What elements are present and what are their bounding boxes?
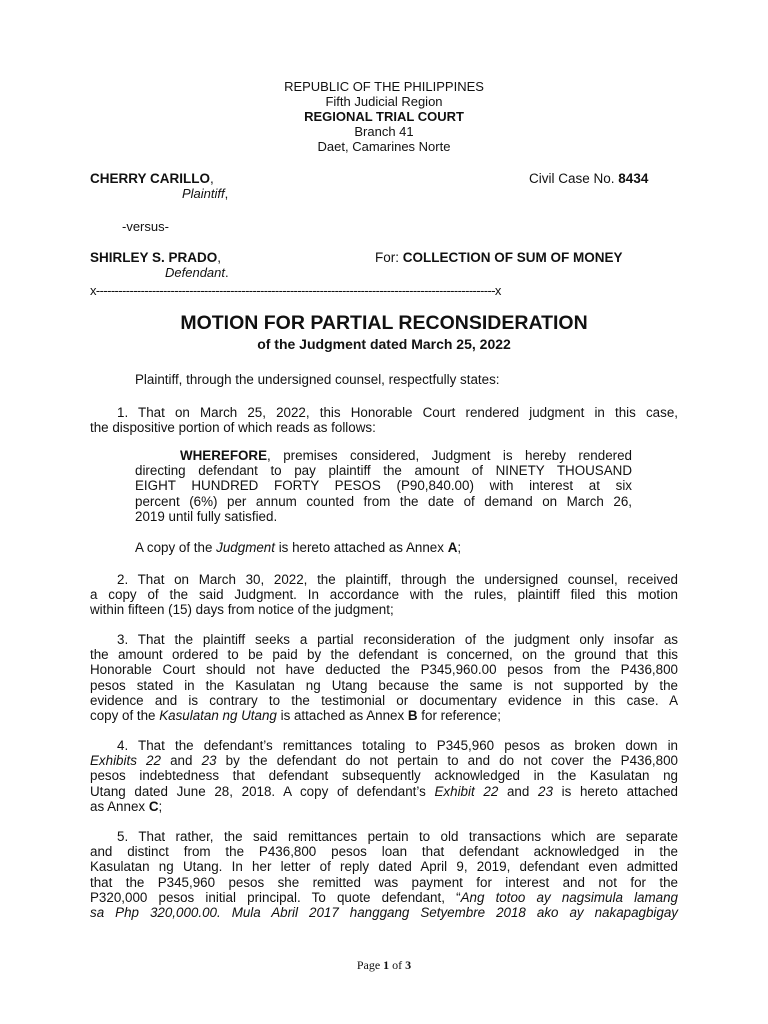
paragraph-3-line-3: Honorable Court should not have deducted the P345,960.00 pesos from the P436,800	[90, 662, 678, 678]
paragraph-3-line-4: pesos stated in the Kasulatan ng Utang because the same is not supported by the	[90, 677, 678, 693]
quote-line-2: directing defendant to pay plaintiff the amount of NINETY THOUSAND	[135, 463, 632, 479]
defendant-role: Defendant	[165, 265, 225, 280]
page-number: 1	[383, 958, 390, 972]
separator-end: x	[494, 283, 501, 298]
header-court: REGIONAL TRIAL COURT	[304, 109, 464, 124]
motion-subtitle: of the Judgment dated March 25, 2022	[257, 336, 511, 352]
paragraph-5	[90, 829, 678, 920]
paragraph-3-line-1: 3. That the plaintiff seeks a partial reconsideration of the judgment only insofar as	[117, 632, 678, 647]
separator-fill: -----------------------------------------------------------------------------------------------------------	[95, 283, 495, 298]
plaintiff-name: CHERRY CARILLO	[90, 171, 211, 186]
paragraph-1-line-1: 1. That on March 25, 2022, this Honorable Court rendered judgment in this case,	[117, 405, 678, 420]
paragraph-3	[90, 632, 678, 723]
for-label: For:	[375, 250, 400, 265]
paragraph-4-line-4: Utang dated June 28, 2018. A copy of defendant’s Exhibit 22 and 23 is hereto attached	[90, 783, 678, 799]
header-region: Fifth Judicial Region	[325, 94, 443, 109]
intro-paragraph: Plaintiff, through the undersigned counsel, respectfully states:	[135, 372, 500, 387]
quote-line-5: 2019 until fully satisfied.	[135, 508, 278, 524]
header-location: Daet, Camarines Norte	[317, 139, 451, 154]
separator-start: x	[90, 283, 96, 298]
defendant-name: SHIRLEY S. PRADO	[90, 250, 218, 265]
header-republic: REPUBLIC OF THE PHILIPPINES	[284, 79, 484, 94]
paragraph-3-line-5: evidence and is contrary to the testimonial or documentary evidence in this case. A	[90, 692, 678, 708]
paragraph-4-line-1: 4. That the defendant’s remittances totaling to P345,960 pesos as broken down in	[117, 738, 678, 753]
defendant-name-comma: ,	[217, 250, 222, 265]
judgment-reference: Judgment	[216, 540, 275, 555]
quote-line-1: WHEREFORE, premises considered, Judgment is hereby rendered	[180, 448, 632, 463]
annex-a-label: A	[447, 540, 458, 555]
defendant-role-period: .	[225, 265, 229, 280]
plaintiff-role: Plaintiff	[182, 186, 225, 201]
dispositive-quote	[135, 448, 632, 524]
annex-b-label: B	[407, 708, 418, 724]
quote-line-4: percent (6%) per annum counted from the date of demand on March 26,	[135, 493, 632, 509]
paragraph-5-line-4: that the P345,960 pesos she remitted was payment for interest and not for the	[90, 874, 678, 890]
quote-line-3: EIGHT HUNDRED FORTY PESOS (P90,840.00) with interest at six	[135, 478, 632, 494]
paragraph-4-line-2: Exhibits 22 and 23 by the defendant do not pertain to and do not cover the P436,800	[90, 753, 678, 769]
paragraph-5-line-1: 5. That rather, the said remittances pertain to old transactions which are separate	[117, 829, 678, 844]
plaintiff-name-comma: ,	[210, 171, 214, 186]
paragraph-1-line-2: the dispositive portion of which reads as follows:	[90, 420, 376, 436]
paragraph-2-line-1: 2. That on March 30, 2022, the plaintiff, through the undersigned counsel, received	[117, 572, 678, 587]
kasulatan-reference: Kasulatan ng Utang	[159, 708, 277, 724]
annex-a-line: A copy of the Judgment is hereto attached as Annex A;	[135, 540, 462, 555]
case-number-line	[529, 171, 648, 186]
paragraph-4	[90, 738, 678, 814]
wherefore-label: WHEREFORE	[180, 448, 268, 463]
paragraph-1	[90, 405, 678, 435]
versus: -versus-	[122, 219, 169, 234]
case-nature-line	[375, 250, 623, 265]
annex-c-label: C	[148, 798, 159, 814]
paragraph-2-line-2: a copy of the said Judgment. In accordance with the rules, plaintiff filed this motion	[90, 587, 678, 603]
page-footer: Page 1 of 3	[356, 958, 412, 972]
defendant-line	[90, 250, 221, 265]
case-label: Civil Case No.	[529, 171, 615, 186]
paragraph-3-line-2: the amount ordered to be paid by the defendant is concerned, on the ground that this	[90, 647, 678, 663]
plaintiff-role-comma: ,	[224, 186, 229, 201]
motion-title: MOTION FOR PARTIAL RECONSIDERATION	[180, 312, 588, 334]
header-branch: Branch 41	[354, 124, 414, 139]
caption-separator	[90, 283, 680, 298]
defendant-role-line	[165, 265, 229, 280]
paragraph-5-line-6: sa Php 320,000.00. Mula Abril 2017 hanggang Setyembre 2018 ako ay nakapagbigay	[90, 905, 678, 921]
plaintiff-role-line	[182, 186, 228, 201]
paragraph-4-line-3: pesos indebtedness that defendant subsequently acknowledged in the Kasulatan ng	[90, 768, 678, 784]
paragraph-2-line-3: within fifteen (15) days from notice of the judgment;	[90, 602, 394, 618]
case-number: 8434	[618, 171, 649, 186]
paragraph-4-line-5: as Annex C;	[90, 798, 163, 814]
page-total: 3	[405, 958, 412, 972]
paragraph-5-line-3: Kasulatan ng Utang. In her letter of reply dated April 9, 2019, defendant even admitted	[90, 859, 678, 875]
paragraph-3-line-6: copy of the Kasulatan ng Utang is attached as Annex B for reference;	[90, 708, 501, 724]
paragraph-5-line-2: and distinct from the P436,800 pesos loan that defendant acknowledged in the	[90, 844, 678, 860]
plaintiff-line	[90, 171, 214, 186]
case-nature: COLLECTION OF SUM OF MONEY	[402, 250, 623, 265]
paragraph-2	[90, 572, 678, 618]
paragraph-5-line-5: P320,000 pesos initial principal. To quote defendant, “Ang totoo ay nagsimula lamang	[90, 889, 678, 905]
